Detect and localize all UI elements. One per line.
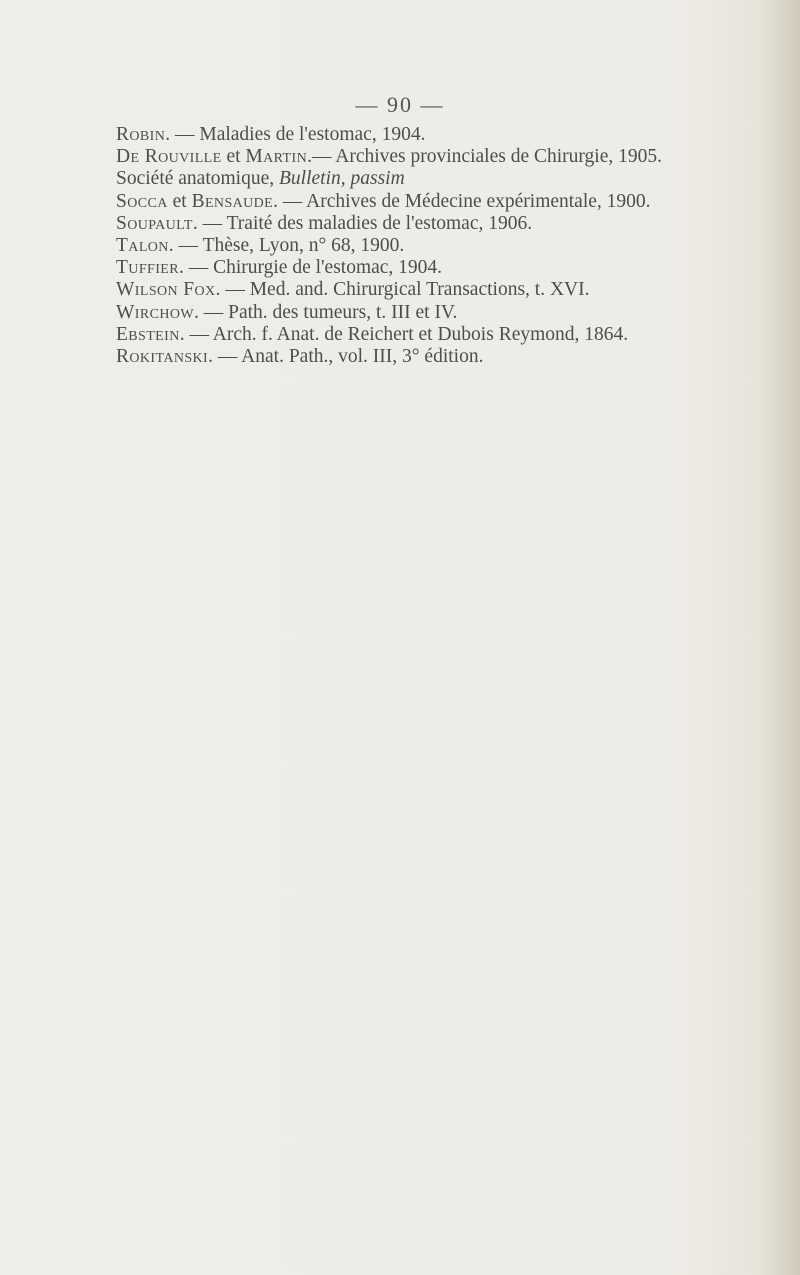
entry-text: . — Thèse, Lyon, n° 68, 1900. (168, 235, 405, 257)
entry-author: Talon (116, 235, 169, 257)
entry-text-2: . — Archives de Médecine expérimentale, 1900. (273, 190, 651, 212)
bibliography-entry (116, 346, 800, 368)
entry-author-2: Martin (245, 146, 308, 168)
entry-author: Rokitanski (116, 346, 209, 368)
bibliography-entry (116, 146, 800, 168)
entry-text: et (221, 146, 246, 168)
bibliography-entry (116, 213, 800, 235)
entry-author: Robin (116, 124, 166, 145)
entry-text: Société anatomique, (116, 168, 279, 190)
entry-author: Socca (116, 190, 168, 212)
entry-author: Ebstein (116, 323, 180, 345)
entry-text-2: .— Archives provinciales de Chirurgie, 1905. (307, 146, 662, 168)
bibliography-entry (116, 235, 800, 257)
entry-text: et (167, 190, 192, 212)
bibliography-entry (116, 324, 800, 346)
bibliography-entry (116, 302, 800, 324)
bibliography-list (116, 124, 800, 368)
entry-author: Tuffier (116, 257, 179, 279)
entry-text: . — Chirurgie de l'estomac, 1904. (178, 257, 443, 279)
bibliography-entry (116, 168, 800, 190)
entry-text: . — Arch. f. Anat. de Reichert et Dubois Reymond, 1864. (179, 323, 629, 345)
entry-text: . — Anat. Path., vol. III, 3° édition. (208, 346, 484, 368)
entry-author: Soupault (116, 212, 193, 234)
entry-text: . — Traité des maladies de l'estomac, 1906. (192, 212, 533, 234)
bibliography-entry (116, 191, 800, 213)
entry-author: De Rouville (116, 146, 222, 168)
entry-author: Wirchow (116, 301, 194, 323)
bibliography-entry (116, 279, 800, 301)
bibliography-entry (116, 257, 800, 279)
entry-text: . — Path. des tumeurs, t. III et IV. (193, 301, 458, 323)
entry-text: . — Maladies de l'estomac, 1904. (165, 124, 426, 145)
entry-author: Wilson Fox (116, 279, 216, 301)
entry-italic-title: Bulletin, passim (279, 168, 405, 190)
bibliography-entry (116, 124, 800, 146)
page-number: — 90 — (355, 92, 445, 117)
entry-author-2: Bensaude (191, 190, 274, 212)
entry-text: . — Med. and. Chirurgical Transactions, t. XVI. (215, 279, 590, 301)
